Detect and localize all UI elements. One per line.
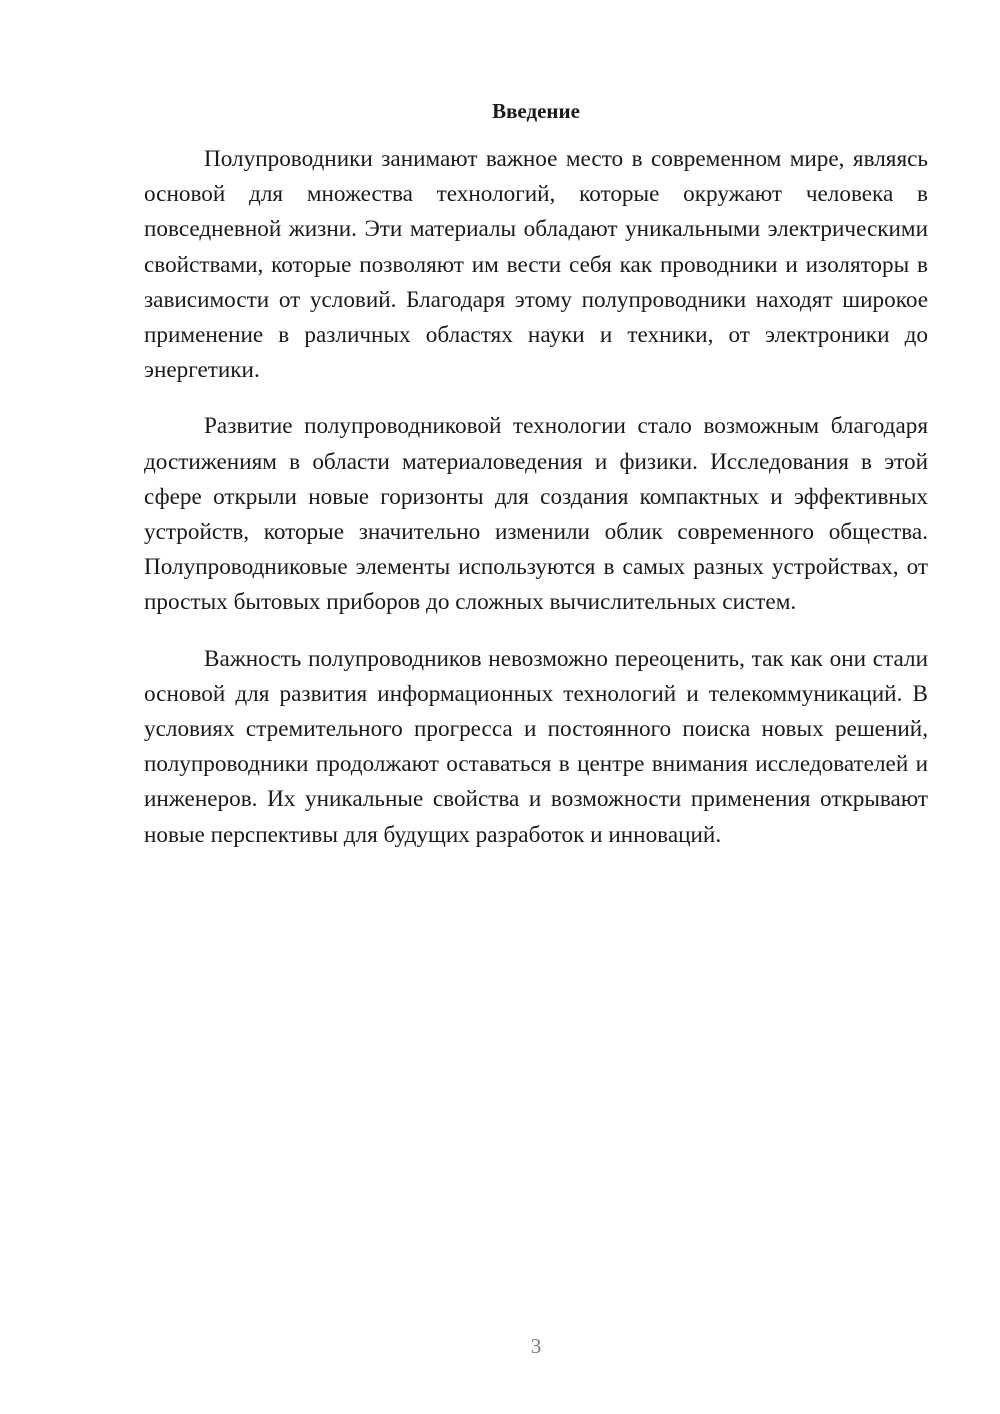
section-heading: Введение xyxy=(492,99,580,123)
paragraph-2: Развитие полупроводниковой технологии стало возможным благодаря достижениям в области материаловедения и физики. Исследования в этой сфере открыли новые горизонты для создания компактных и эффективных устройств, которые значительно изменили облик современного общества. Полупроводниковые элементы используются в самых разных устройствах, от простых бытовых приборов до сложных вычислительных систем. xyxy=(144,413,928,616)
paragraph-1: Полупроводники занимают важное место в современном мире, являясь основой для множества технологий, которые окружают человека в повседневной жизни. Эти материалы обладают уникальными электрическими свойствами, которые позволяют им вести себя как проводники и изоляторы в зависимости от условий. Благодаря этому полупроводники находят широкое применение в различных областях науки и техники, от электроники до энергетики. xyxy=(144,146,928,384)
body-text xyxy=(144,142,928,874)
paragraph-3: Важность полупроводников невозможно переоценить, так как они стали основой для развития информационных технологий и телекоммуникаций. В условиях стремительного прогресса и постоянного поиска новых решений, полупроводники продолжают оставаться в центре внимания исследователей и инженеров. Их уникальные свойства и возможности применения открывают новые перспективы для будущих разработок и инноваций. xyxy=(144,645,928,848)
page-number: 3 xyxy=(530,1334,542,1358)
